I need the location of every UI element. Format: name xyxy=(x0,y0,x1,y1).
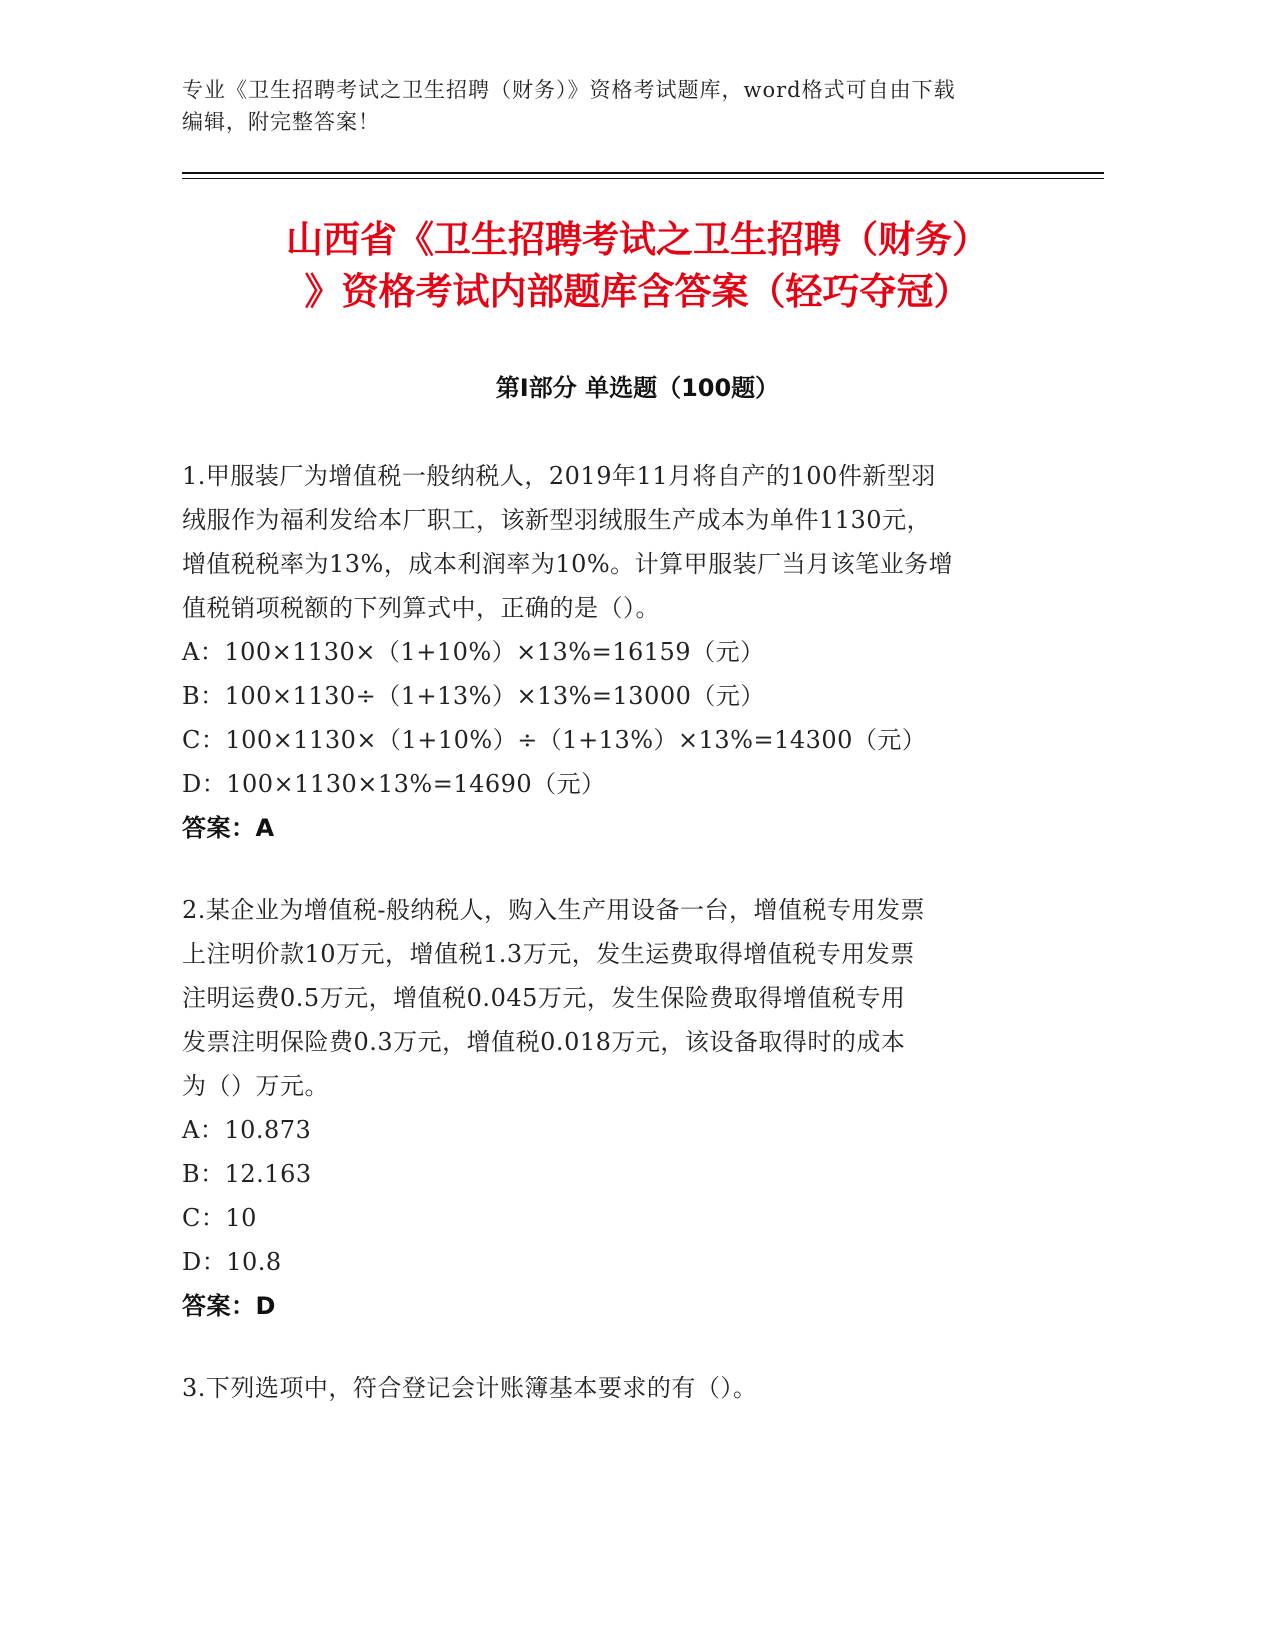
header-line-1: 专业《卫生招聘考试之卫生招聘（财务）》资格考试题库，word格式可自由下载 xyxy=(182,78,956,102)
option-c: C：100×1130×（1+10%）÷（1+13%）×13%=14300（元） xyxy=(182,726,927,754)
option-b: B：12.163 xyxy=(182,1160,312,1188)
document-header-note xyxy=(182,74,1042,138)
question-text-line: 3.下列选项中，符合登记会计账簿基本要求的有（）。 xyxy=(182,1374,758,1402)
question-text-line: 为（）万元。 xyxy=(182,1072,329,1100)
title-line-2: 》资格考试内部题库含答案（轻巧夺冠） xyxy=(304,270,971,313)
question-text-line: 值税销项税额的下列算式中，正确的是（）。 xyxy=(182,594,660,622)
option-a: A：100×1130×（1+10%）×13%=16159（元） xyxy=(182,638,765,666)
document-title xyxy=(150,214,1125,318)
question-text-line: 增值税税率为13%，成本利润率为10%。计算甲服装厂当月该笔业务增 xyxy=(182,550,954,578)
answer-label: 答案：A xyxy=(182,814,275,842)
question-text-line: 1.甲服装厂为增值税一般纳税人，2019年11月将自产的100件新型羽 xyxy=(182,462,936,490)
question-2 xyxy=(182,888,1032,1328)
header-line-2: 编辑，附完整答案！ xyxy=(182,110,380,134)
option-d: D：10.8 xyxy=(182,1248,282,1276)
option-c: C：10 xyxy=(182,1204,257,1232)
question-text-line: 注明运费0.5万元，增值税0.045万元，发生保险费取得增值税专用 xyxy=(182,984,906,1012)
option-d: D：100×1130×13%=14690（元） xyxy=(182,770,606,798)
header-divider-thick xyxy=(182,172,1104,174)
question-text-line: 2.某企业为增值税-般纳税人，购入生产用设备一台，增值税专用发票 xyxy=(182,896,926,924)
option-b: B：100×1130÷（1+13%）×13%=13000（元） xyxy=(182,682,765,710)
question-3 xyxy=(182,1366,1032,1410)
answer-label: 答案：D xyxy=(182,1292,276,1320)
section-heading: 第Ⅰ部分 单选题（100题） xyxy=(495,374,780,402)
question-text-line: 上注明价款10万元，增值税1.3万元，发生运费取得增值税专用发票 xyxy=(182,940,915,968)
header-divider-thin xyxy=(182,178,1104,179)
option-a: A：10.873 xyxy=(182,1116,312,1144)
question-1 xyxy=(182,454,1032,850)
question-text-line: 发票注明保险费0.3万元，增值税0.018万元，该设备取得时的成本 xyxy=(182,1028,906,1056)
title-line-1: 山西省《卫生招聘考试之卫生招聘（财务） xyxy=(286,218,989,261)
question-text-line: 绒服作为福利发给本厂职工，该新型羽绒服生产成本为单件1130元， xyxy=(182,506,932,534)
